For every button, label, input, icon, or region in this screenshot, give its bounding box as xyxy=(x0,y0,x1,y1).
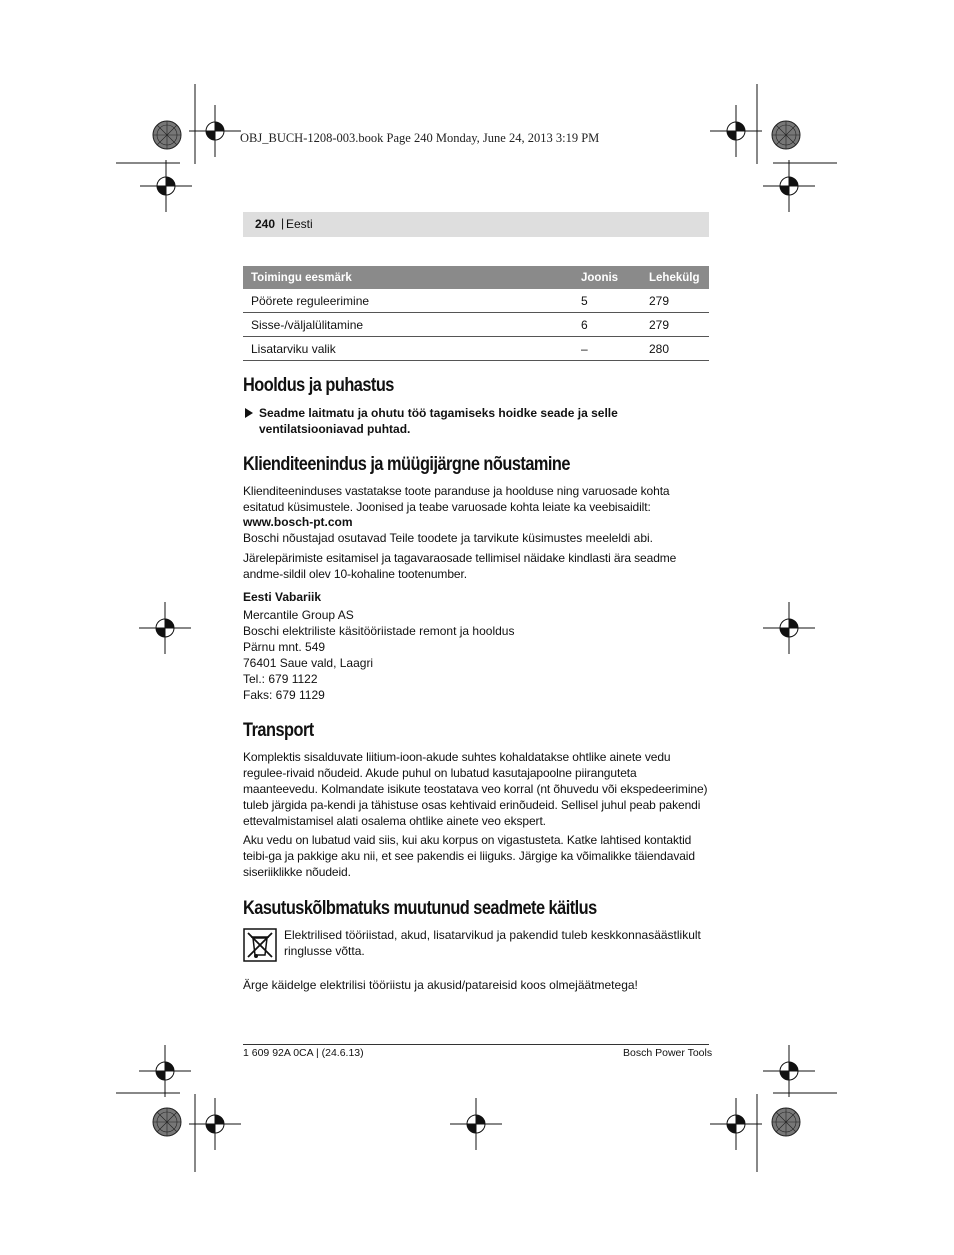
disposal-warning: Ärge käidelge elektrilisi tööriistu ja akusid/patareisid koos olmejäätmetega! xyxy=(243,978,638,992)
footer-divider xyxy=(243,1044,709,1045)
table-cell: 280 xyxy=(641,337,709,361)
address-line: Boschi elektriliste käsitööriistade remont ja hooldus xyxy=(243,624,515,638)
table-header-row xyxy=(243,266,709,289)
service-address-block xyxy=(243,607,709,703)
footer-brand: Bosch Power Tools xyxy=(623,1047,713,1059)
address-line: Tel.: 679 1122 xyxy=(243,672,318,686)
table-row xyxy=(243,337,709,361)
table-cell: Pöörete reguleerimine xyxy=(243,289,577,313)
service-paragraph-1: Klienditeeninduses vastatakse toote paranduse ja hoolduse ning varuosade kohta esitatud küsimustele. Joonised ja teabe varuosade kohta leiate ka veebisaidilt: xyxy=(243,484,670,514)
section-title-transport: Transport xyxy=(243,720,314,741)
service-url-link[interactable]: www.bosch-pt.com xyxy=(243,515,353,529)
table-row xyxy=(243,313,709,337)
transport-paragraph-2: Aku vedu on lubatud vaid siis, kui aku korpus on vigastusteta. Katke lahtised kontaktid teibi-ga ja pakkige aku nii, et see pakendis ei liiguks. Järgige ka võimalikke täiendavaid siseriiklikke nõudeid. xyxy=(243,833,695,879)
table-cell: 6 xyxy=(577,313,641,337)
table-row xyxy=(243,289,709,313)
address-line: Pärnu mnt. 549 xyxy=(243,640,326,654)
table-cell: 279 xyxy=(641,313,709,337)
table-cell: 279 xyxy=(641,289,709,313)
page-header-bar xyxy=(243,212,709,237)
table-cell: Lisatarviku valik xyxy=(243,337,577,361)
page-number: 240 xyxy=(255,217,276,231)
service-country-heading: Eesti Vabariik xyxy=(243,590,322,604)
language-label: Eesti xyxy=(286,217,313,231)
print-filename-line: OBJ_BUCH-1208-003.book Page 240 Monday, June 24, 2013 3:19 PM xyxy=(240,131,600,145)
maintenance-bullet-text: Seadme laitmatu ja ohutu töö tagamiseks hoidke seade ja selle ventilatsiooniavad puhtad. xyxy=(259,406,618,436)
table-cell: Sisse-/väljalülitamine xyxy=(243,313,577,337)
transport-paragraph-1: Komplektis sisalduvate liitium-ioon-akude suhtes kohaldatakse ohtlike ainete vedu regulee-rivaid nõudeid. Akude puhul on lubatud kasutajapoolne piiranguteta maanteevedu. Kolmandate isikute teostatava veo korral (nt õhuvedu või ekspedeerimine) tuleb järgida pa-kendi ja tähistuse osas kehtivaid erinõudeid. Sellisel juhul peab pakendi ettevalmistamisel alati osalema ohtlike ainete veo ekspert. xyxy=(243,750,708,828)
table-header-cell: Toimingu eesmärk xyxy=(243,266,577,289)
address-line: Faks: 679 1129 xyxy=(243,688,325,702)
section-title-maintenance: Hooldus ja puhastus xyxy=(243,375,394,396)
section-title-service: Klienditeenindus ja müügijärgne nõustamine xyxy=(243,454,570,475)
table-cell: 5 xyxy=(577,289,641,313)
header-separator: | xyxy=(281,216,285,230)
table-cell: – xyxy=(577,337,641,361)
address-line: Mercantile Group AS xyxy=(243,608,354,622)
operations-table xyxy=(243,266,709,361)
address-line: 76401 Saue vald, Laagri xyxy=(243,656,374,670)
section-title-disposal: Kasutuskõlbmatuks muutunud seadmete käitlus xyxy=(243,898,597,919)
service-paragraph-3: Järelepärimiste esitamisel ja tagavaraosade tellimisel näidake kindlasti ära seadme andme-sildil olev 10-kohaline tootenumber. xyxy=(243,551,677,581)
table-header-cell: Joonis xyxy=(577,266,641,289)
crossed-out-wheelie-bin-icon xyxy=(243,928,277,962)
bullet-arrow-icon xyxy=(245,408,253,418)
service-paragraph-2: Boschi nõustajad osutavad Teile toodete ja tarvikute küsimustes meeleldi abi. xyxy=(243,531,654,545)
footer-document-number: 1 609 92A 0CA | (24.6.13) xyxy=(243,1047,364,1059)
table-header-cell: Lehekülg xyxy=(641,266,709,289)
disposal-text: Elektrilised tööriistad, akud, lisatarvikud ja pakendid tuleb keskkonnasäästlikult ringlusse võtta. xyxy=(284,928,701,958)
